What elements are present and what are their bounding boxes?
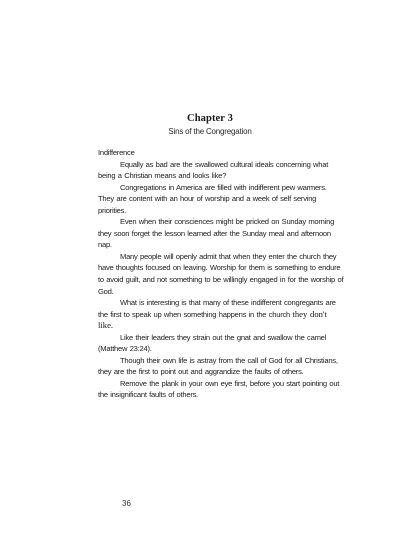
paragraph-text: What is interesting is that many of these indifferent congregants are the first to speak up when something happens in the church bbox=[98, 298, 336, 319]
paragraph: Remove the plank in your own eye first, before you start pointing out the insignificant faults of others. bbox=[98, 378, 340, 400]
page-number: 36 bbox=[122, 499, 131, 508]
paragraph: Though their own life is astray from the call of God for all Christians, they are the first to point out and aggrandize the faults of others. bbox=[98, 355, 338, 377]
paragraph: Even when their consciences might be pricked on Sunday morning they soon forget the lesson learned after the Sunday meal and afternoon nap. bbox=[98, 217, 335, 250]
paragraph bbox=[98, 297, 344, 332]
paragraph: Many people will openly admit that when they enter the church they have thoughts focused on leaving. Worship for them is something to endure to avoid guilt, and not something to be willingly engaged in for the worship of God. bbox=[98, 251, 344, 296]
emphasized-phrase: they don't like. bbox=[98, 308, 327, 331]
chapter-subtitle: Sins of the Congregation bbox=[168, 127, 252, 136]
chapter-title: Chapter 3 bbox=[187, 113, 233, 124]
paragraph: Equally as bad are the swallowed cultural ideals concerning what being a Christian means and looks like? bbox=[98, 159, 329, 181]
paragraph: Congregations in America are filled with indifferent pew warmers. They are content with an hour of worship and a week of self serving priorities. bbox=[98, 182, 327, 215]
paragraph: Like their leaders they strain out the gnat and swallow the camel (Matthew 23:24). bbox=[98, 332, 327, 354]
section-heading: Indifference bbox=[98, 148, 135, 157]
chapter-body bbox=[98, 147, 344, 401]
